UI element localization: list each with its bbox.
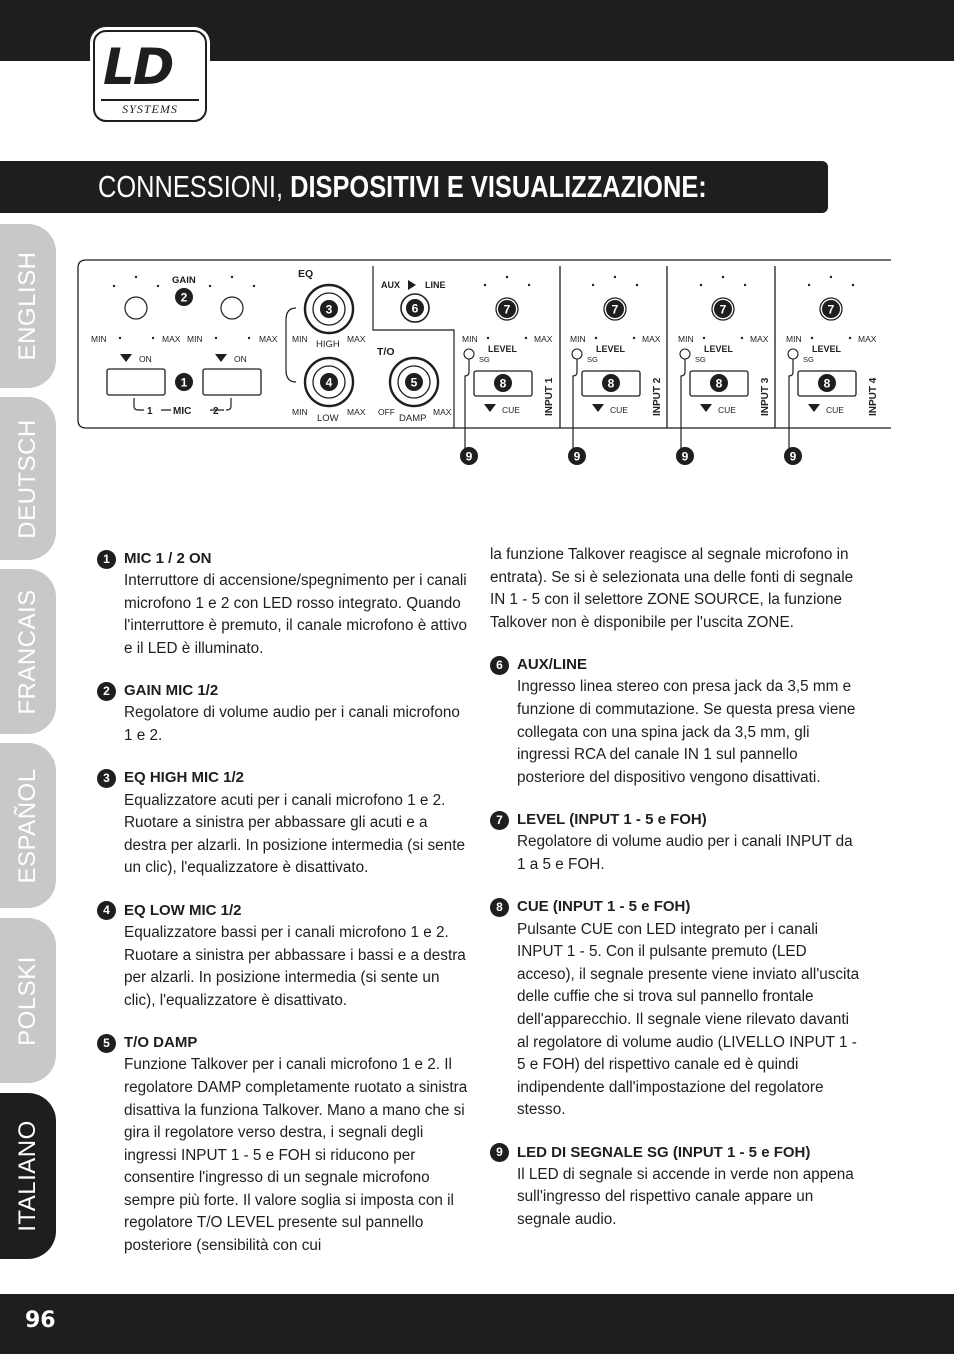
- item-number-badge: 6: [490, 656, 509, 675]
- item-number-badge: 3: [97, 769, 116, 788]
- item-number-badge: 4: [97, 901, 116, 920]
- callout-9-label: 9: [681, 449, 689, 464]
- mic1-on-switch: [107, 369, 165, 395]
- callout-8-label: 8: [499, 376, 507, 391]
- callout-8-label: 8: [607, 376, 615, 391]
- item-text: Funzione Talkover per i canali microfono 1 e 2. Il regolatore DAMP completamente ruotato a sinistra disattiva la funziona Talkover. Mano a mano che si gira il regolatore verso destra, i segnali degli ingressi INPUT 1 - 5 e FOH si riducono per consentire l'ingresso di un segnale microfono sempre più forte. Il valore soglia si imposta con il regolatore T/O LEVEL presente sul pannello posteriore (sensibilità con cui: [124, 1056, 468, 1255]
- item-title: EQ LOW MIC 1/2: [124, 901, 242, 919]
- item-heading: [490, 1142, 862, 1164]
- level-max: MAX: [858, 334, 877, 344]
- sg-led: [680, 349, 690, 359]
- input-label: INPUT 3: [760, 377, 771, 416]
- level-max: MAX: [750, 334, 769, 344]
- level-label: LEVEL: [596, 344, 626, 354]
- tab-label: FRANCAIS: [14, 588, 41, 715]
- tab-italiano[interactable]: [0, 1093, 56, 1259]
- callout-7-label: 7: [611, 302, 619, 317]
- item-text: Interruttore di accensione/spegnimento per i canali microfono 1 e 2 con LED rosso integrato. Quando l'interruttore è premuto, il canale microfono è attivo e il LED è illuminato.: [124, 572, 468, 657]
- item-heading: [490, 809, 862, 831]
- tab-polski[interactable]: [0, 918, 56, 1083]
- item-text: Regolatore di volume audio per i canali microfono 1 e 2.: [124, 704, 460, 744]
- level-min: MIN: [678, 334, 694, 344]
- gain-max-1: MAX: [162, 334, 181, 344]
- sg-led: [464, 349, 474, 359]
- section-title-bar: [0, 161, 828, 213]
- title-bold: DISPOSITIVI E VISUALIZZAZIONE:: [290, 169, 707, 204]
- item-2: [97, 680, 472, 747]
- on-arrow-1: [120, 354, 132, 362]
- continuation-text: la funzione Talkover reagisce al segnale microfono in entrata). Se si è selezionata una delle fonti di segnale IN 1 - 5 con il selettore ZONE SOURCE, la funzione Talkover non è disponibile per l'uscita ZONE.: [490, 546, 854, 631]
- damp-max: MAX: [433, 407, 452, 417]
- tab-francais[interactable]: [0, 569, 56, 734]
- tab-english[interactable]: [0, 224, 56, 388]
- eq-low-min: MIN: [292, 407, 308, 417]
- callout-7-label: 7: [719, 302, 727, 317]
- sg-label: SG: [587, 355, 598, 364]
- input-channel-2: [568, 276, 663, 465]
- mic2-on-switch: [203, 369, 261, 395]
- tab-label: ENGLISH: [14, 251, 41, 361]
- item-title: T/O DAMP: [124, 1034, 198, 1052]
- item-heading: [490, 654, 862, 676]
- callout-9-label: 9: [465, 449, 473, 464]
- right-column: [490, 544, 862, 1252]
- input-channel-4: [784, 276, 879, 465]
- eq-high-min: MIN: [292, 334, 308, 344]
- item-title: LEVEL (INPUT 1 - 5 e FOH): [517, 811, 707, 829]
- item-number-badge: 5: [97, 1034, 116, 1053]
- item-number-badge: 7: [490, 811, 509, 830]
- input-channel-3: [676, 276, 771, 465]
- bottom-bar: [0, 1294, 954, 1354]
- mic-1-label: 1: [147, 406, 153, 417]
- callout-9-label: 9: [573, 449, 581, 464]
- gain-label: GAIN: [172, 275, 196, 286]
- tab-label: POLSKI: [14, 955, 41, 1046]
- eq-low-label: LOW: [317, 413, 339, 424]
- tab-deutsch[interactable]: [0, 397, 56, 560]
- tab-espanol[interactable]: [0, 743, 56, 908]
- level-label: LEVEL: [488, 344, 518, 354]
- callout-6-label: 6: [411, 301, 419, 316]
- cue-label: CUE: [718, 405, 736, 415]
- eq-high-max: MAX: [347, 334, 366, 344]
- line-label: LINE: [425, 280, 446, 290]
- page-title: [98, 161, 707, 213]
- callout-8-label: 8: [823, 376, 831, 391]
- item-title: AUX/LINE: [517, 656, 588, 674]
- mic-2-label: 2: [213, 406, 219, 417]
- callout-9-label: 9: [789, 449, 797, 464]
- item-number-badge: 8: [490, 898, 509, 917]
- gain-knob-2: [221, 297, 243, 319]
- item-text: Regolatore di volume audio per i canali INPUT da 1 a 5 e FOH.: [517, 833, 853, 873]
- level-min: MIN: [462, 334, 478, 344]
- item-heading: [97, 900, 472, 922]
- item-6: [490, 654, 862, 789]
- tab-label: ESPAÑOL: [14, 767, 41, 884]
- level-min: MIN: [570, 334, 586, 344]
- eq-label: EQ: [298, 268, 314, 280]
- sg-label: SG: [695, 355, 706, 364]
- item-text: Ingresso linea stereo con presa jack da 3,5 mm e funzione di commutazione. Se questa presa viene collegata con una spina jack da 3,5 mm, gli ingressi RCA del canale IN 1 sul pannello posteriore del dispositivo vengono disattivati.: [517, 678, 856, 786]
- item-heading: [97, 1032, 472, 1054]
- input-label: INPUT 1: [544, 377, 555, 416]
- on-label-2: ON: [234, 354, 247, 364]
- mic-label: MIC: [173, 406, 192, 417]
- item-text: Equalizzatore acuti per i canali microfono 1 e 2. Ruotare a sinistra per abbassare gli acuti e a destra per alzarli. In posizione intermedia (si sente un clic), l'equalizzatore è disattivato.: [124, 791, 465, 877]
- item-heading: [97, 768, 472, 790]
- input-label: INPUT 2: [652, 377, 663, 416]
- item-number-badge: 9: [490, 1143, 509, 1162]
- sg-led: [572, 349, 582, 359]
- item-4: [97, 900, 472, 1012]
- item-number-badge: 1: [97, 550, 116, 569]
- item-heading: [97, 680, 472, 702]
- callout-3-label: 3: [325, 302, 333, 317]
- item-text: Pulsante CUE con LED integrato per i canali INPUT 1 - 5. Con il pulsante premuto (LED acceso), il segnale presente viene inviato all'uscita delle cuffie che si trova sul pannello frontale dell'apparecchio. Il segnale viene rilevato davanti al regolatore di volume audio (LIVELLO INPUT 1 - 5 e FOH) del rispettivo canale ed è quindi indipendente dall'impostazione del regolatore stesso.: [517, 920, 860, 1119]
- ld-systems-logo: [90, 27, 210, 125]
- on-arrow-2: [215, 354, 227, 362]
- eq-bracket: [286, 308, 296, 382]
- level-label: LEVEL: [704, 344, 734, 354]
- item-1: [97, 548, 472, 660]
- sg-label: SG: [803, 355, 814, 364]
- level-max: MAX: [642, 334, 661, 344]
- item-title: EQ HIGH MIC 1/2: [124, 769, 245, 787]
- input-label: INPUT 4: [868, 377, 879, 416]
- item-8: [490, 897, 862, 1122]
- callout-1-label: 1: [180, 375, 188, 390]
- left-column: [97, 548, 472, 1278]
- on-label-1: ON: [139, 354, 152, 364]
- item-title: CUE (INPUT 1 - 5 e FOH): [517, 898, 691, 916]
- sg-label: SG: [479, 355, 490, 364]
- t-o-label: T/O: [377, 346, 395, 358]
- item-7: [490, 809, 862, 876]
- gain-min-2: MIN: [187, 334, 203, 344]
- aux-label: AUX: [381, 280, 401, 290]
- item-title: GAIN MIC 1/2: [124, 682, 219, 700]
- eq-high-label: HIGH: [316, 339, 340, 350]
- item-number-badge: 2: [97, 682, 116, 701]
- cue-label: CUE: [610, 405, 628, 415]
- tab-label: DEUTSCH: [14, 418, 41, 539]
- logo-letters: LD: [103, 38, 173, 96]
- logo-frame: [93, 30, 207, 122]
- callout-2-label: 2: [180, 290, 188, 305]
- level-min: MIN: [786, 334, 802, 344]
- input-channel-1: [460, 276, 555, 465]
- logo-subtitle: SYSTEMS: [101, 99, 199, 117]
- item-text: Equalizzatore bassi per i canali microfono 1 e 2. Ruotare a sinistra per abbassare i bassi e a destra per alzarli. In posizione intermedia (si sente un clic), l'equalizzatore è disattivato.: [124, 923, 466, 1009]
- cue-label: CUE: [826, 405, 844, 415]
- eq-low-max: MAX: [347, 407, 366, 417]
- cue-label: CUE: [502, 405, 520, 415]
- gain-max-2: MAX: [259, 334, 278, 344]
- level-label: LEVEL: [812, 344, 842, 354]
- gain-knob-1: [125, 297, 147, 319]
- tab-label: ITALIANO: [14, 1120, 41, 1232]
- page-number: 96: [25, 1308, 56, 1333]
- callout-7-label: 7: [503, 302, 511, 317]
- item-5: [97, 1032, 472, 1257]
- damp-label: DAMP: [399, 413, 427, 424]
- item-title: MIC 1 / 2 ON: [124, 549, 212, 567]
- callout-8-label: 8: [715, 376, 723, 391]
- item-text: Il LED di segnale si accende in verde non appena sull'ingresso del rispettivo canale appare un segnale audio.: [517, 1165, 854, 1229]
- level-max: MAX: [534, 334, 553, 344]
- title-light: CONNESSIONI,: [98, 169, 291, 204]
- item-heading: [490, 897, 862, 919]
- item-heading: [97, 548, 472, 570]
- callout-7-label: 7: [827, 302, 835, 317]
- gain-min-1: MIN: [91, 334, 107, 344]
- damp-off: OFF: [378, 407, 395, 417]
- callout-5-label: 5: [410, 375, 418, 390]
- item-9: [490, 1142, 862, 1232]
- item-title: LED DI SEGNALE SG (INPUT 1 - 5 e FOH): [517, 1143, 811, 1161]
- item-3: [97, 768, 472, 880]
- callout-4-label: 4: [325, 375, 333, 390]
- aux-arrow: [408, 280, 416, 290]
- mixer-panel-diagram: [76, 258, 891, 473]
- channel-dividers: [560, 266, 775, 428]
- sg-led: [788, 349, 798, 359]
